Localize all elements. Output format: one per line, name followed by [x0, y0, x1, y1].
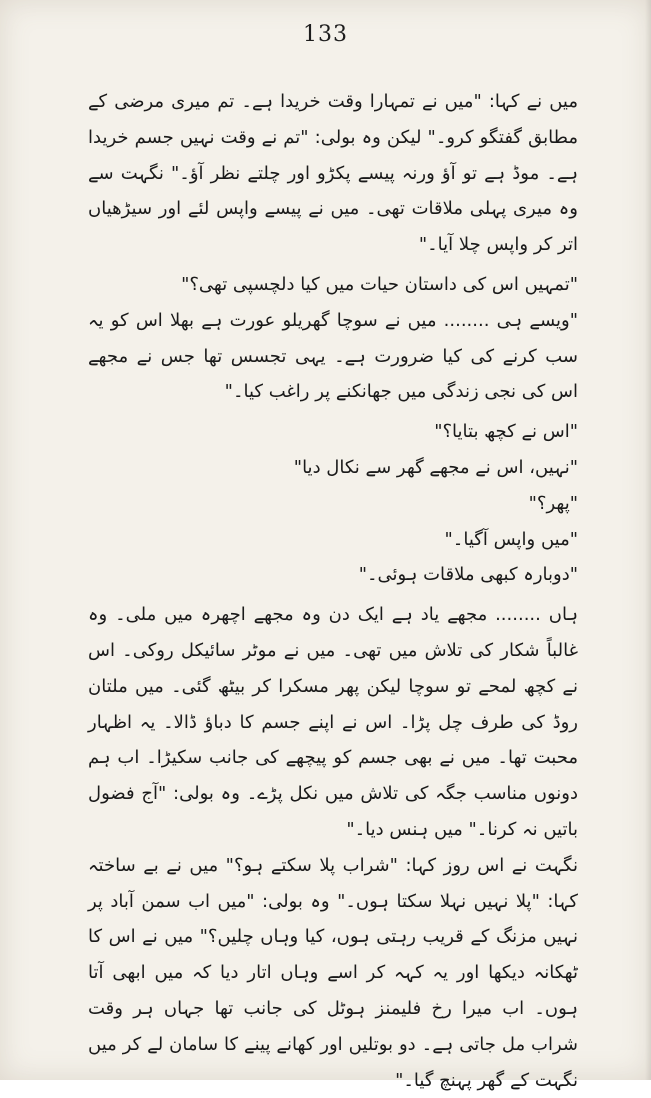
paragraph-wine: نگہت نے اس روز کہا: "شراب پلا سکتے ہو؟" میں نے بے ساختہ کہا: "پلا نہیں نہلا سکتا ہوں۔" وہ بولی: "میں اب سمن آباد پر نہیں مزنگ کے قریب رہتی ہوں، کیا وہاں چلیں؟" میں نے اس کا ٹھکانہ دیکھا اور یہ کہہ کر اسے وہاں اتار دیا کہ میں ابھی آتا ہوں۔ اب میرا رخ فلیمنز ہوٹل کی جانب تھا جہاں ہر وقت شراب مل جاتی ہے۔ دو بوتلیں اور کھانے پینے کا سامان لے کر میں نگہت کے گھر پہنچ گیا۔" — [88, 854, 578, 1091]
paragraph-opening: میں نے کہا: "میں نے تمہارا وقت خریدا ہے۔ تم میری مرضی کے مطابق گفتگو کرو۔" لیکن وہ بولی: "تم نے وقت نہیں جسم خریدا ہے۔ موڈ ہے تو آؤ ورنہ پیسے پکڑو اور چلتے نظر آؤ۔" نگہت سے وہ میری پہلی ملاقات تھی۔ میں نے پیسے واپس لئے اور سیڑھیاں اتر کر واپس چلا آیا۔" — [88, 91, 578, 256]
page-edge-shadow — [645, 0, 651, 1080]
page-number: 133 — [303, 22, 348, 47]
paragraph-ichhra-meeting: ہاں ........ مجھے یاد ہے ایک دن وہ مجھے اچھرہ میں ملی۔ وہ غالباً شکار کی تلاش میں تھی۔ میں نے موٹر سائیکل روکی۔ اس نے کچھ لمحے تو سوچا لیکن پھر مسکرا کر بیٹھ گئی۔ میں ملتان روڈ کی طرف چل پڑا۔ اس نے اپنے جسم کا دباؤ ڈالا۔ یہ اظہار محبت تھا۔ میں نے بھی جسم کو پیچھے کی جانب سکیڑا۔ اب ہم دونوں مناسب جگہ کی تلاش میں نکل پڑے۔ وہ بولی: "آج فضول باتیں نہ کرنا۔" میں ہنس دیا۔" — [88, 604, 578, 840]
paragraph-curiosity: "ویسے ہی ........ میں نے سوچا گھریلو عورت ہے بھلا اس کو یہ سب کرنے کی کیا ضرورت ہے۔ یہی تجسس تھا جس نے مجھے اس کی نجی زندگی میں جھانکنے پر راغب کیا۔" — [88, 309, 578, 403]
paragraph-then: "پھر؟" — [528, 492, 578, 514]
body-text — [88, 84, 578, 1098]
paragraph-thrown-out: "نہیں، اس نے مجھے گھر سے نکال دیا" — [293, 456, 578, 478]
paragraph-did-she-tell: "اس نے کچھ بتایا؟" — [434, 421, 578, 443]
paragraph-question-interest: "تمہیں اس کی داستان حیات میں کیا دلچسپی تھی؟" — [181, 273, 578, 295]
paragraph-came-back: "میں واپس آگیا۔" — [444, 528, 578, 550]
paragraph-met-again: "دوبارہ کبھی ملاقات ہوئی۔" — [358, 564, 578, 586]
